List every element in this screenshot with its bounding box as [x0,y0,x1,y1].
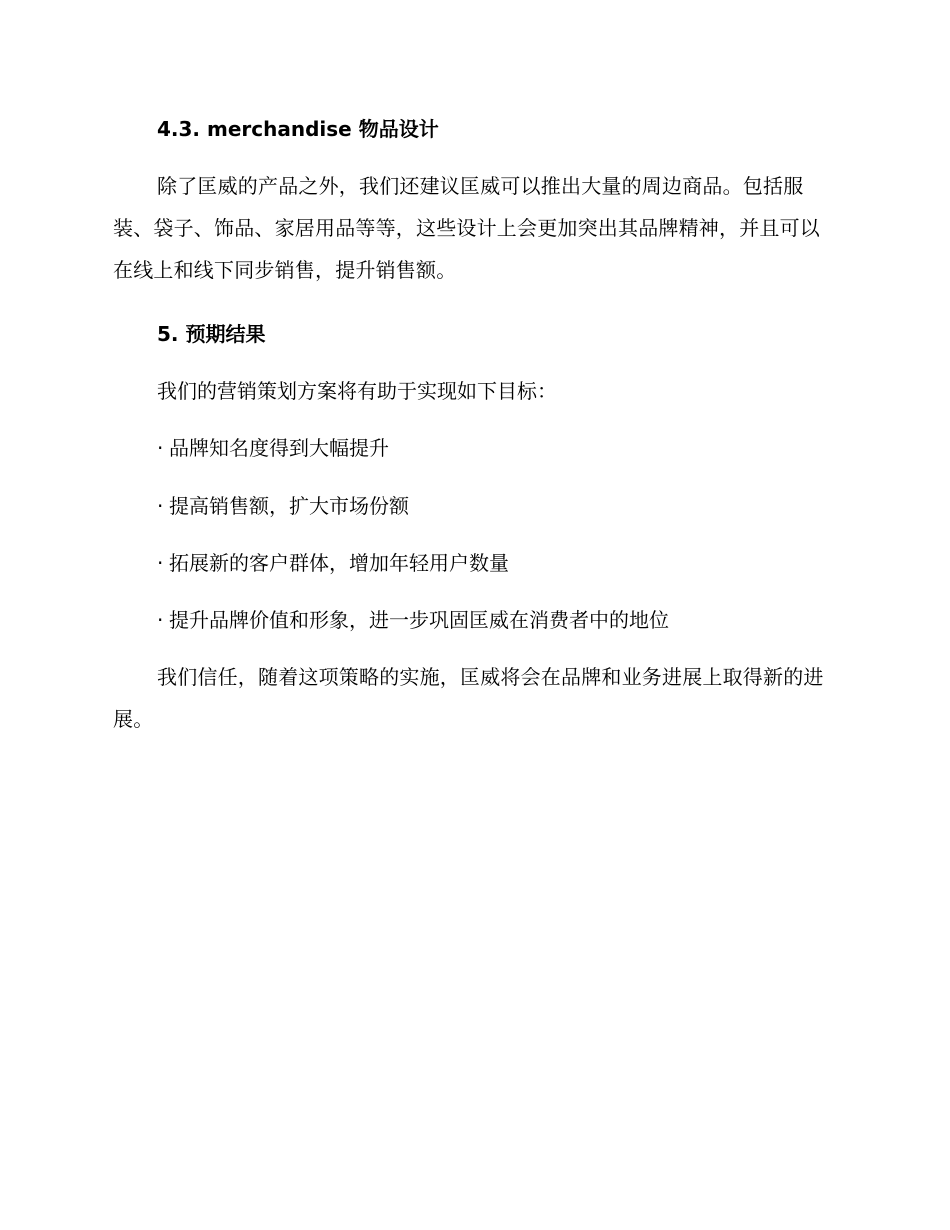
bullet-symbol: · [157,608,164,632]
bullet-text: 品牌知名度得到大幅提升 [169,436,389,460]
section-4-3-paragraph: 除了匡威的产品之外，我们还建议匡威可以推出大量的周边商品。包括服装、袋子、饰品、家居用品等等，这些设计上会更加突出其品牌精神，并且可以在线上和线下同步销售，提升销售额。 [113,174,820,282]
bullet-symbol: · [157,436,164,460]
bullet-item [113,549,877,577]
bullet-item [113,434,877,462]
bullet-symbol: · [157,494,164,518]
section-heading-5: 5. 预期结果 [157,322,266,346]
section-5-conclusion: 我们信任，随着这项策略的实施，匡威将会在品牌和业务进展上取得新的进展。 [113,665,824,731]
bullet-symbol: · [157,551,164,575]
bullet-text: 提升品牌价值和形象，进一步巩固匡威在消费者中的地位 [169,608,669,632]
section-5-intro: 我们的营销策划方案将有助于实现如下目标： [157,379,557,403]
bullet-text: 提高销售额，扩大市场份额 [169,494,409,518]
bullet-item [113,492,877,520]
bullet-item [113,606,877,634]
section-heading-4-3: 4.3. merchandise 物品设计 [157,117,439,141]
bullet-text: 拓展新的客户群体，增加年轻用户数量 [169,551,509,575]
